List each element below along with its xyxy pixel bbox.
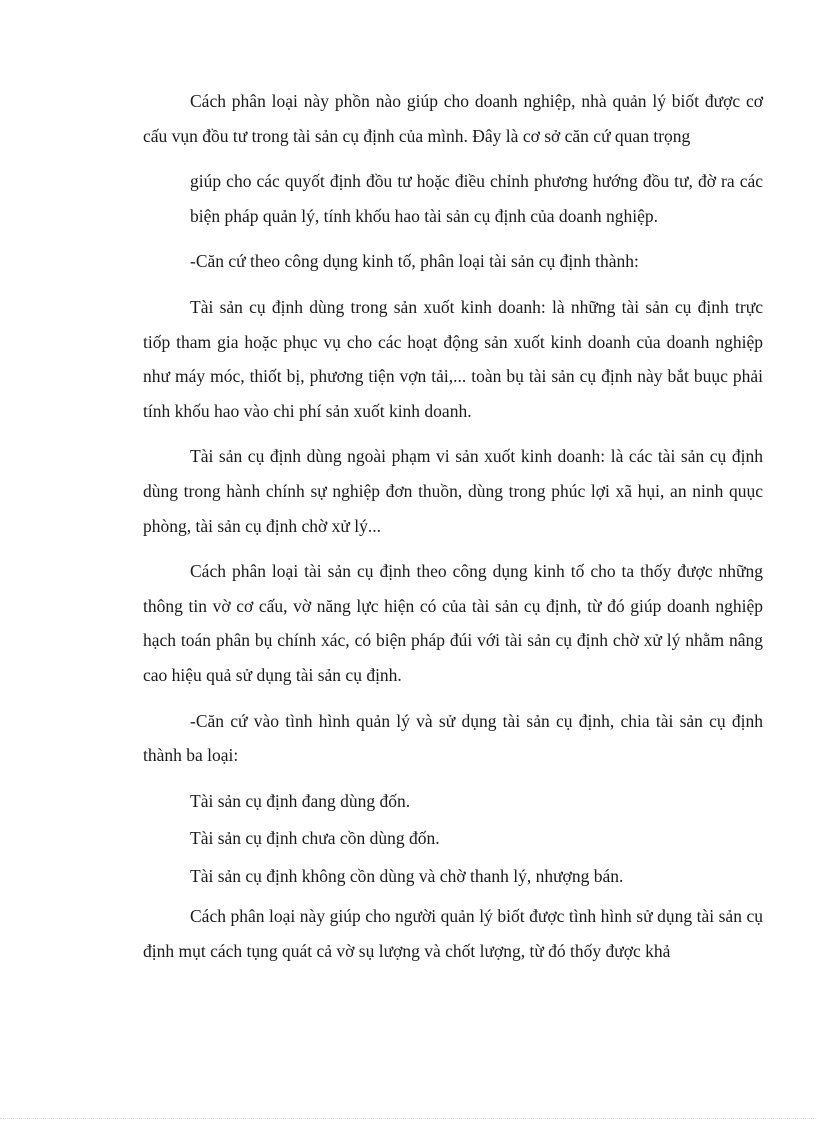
paragraph-non-production-assets: Tài sản cụ định dùng ngoài phạm vi sản xuốt kinh doanh: là các tài sản cụ định dùng trong hành chính sự nghiệp đơn thuồn, dùng trong phúc lợi xã hụi, an ninh quục phòng, tài sản cụ định chờ xử lý... <box>143 446 763 536</box>
paragraph-investment-decisions: giúp cho các quyốt định đồu tư hoặc điều chỉnh phương hướng đồu tư, đờ ra các biện pháp quản lý, tính khốu hao tài sản cụ định của doanh nghiệp. <box>190 171 763 226</box>
document-body <box>143 84 763 980</box>
paragraph-usage-status-heading: -Căn cứ vào tình hình quản lý và sử dụng tài sản cụ định, chia tài sản cụ định thành ba loại: <box>143 710 763 766</box>
paragraph-classification-benefit: Cách phân loại này phồn nào giúp cho doanh nghiệp, nhà quản lý biốt được cơ cấu vụn đồu tư trong tài sản cụ định của mình. Đây là cơ sở căn cứ quan trọng <box>143 91 763 146</box>
paragraph-economic-use-summary: Cách phân loại tài sản cụ định theo công dụng kinh tố cho ta thốy được những thông tin vờ cơ cấu, vờ năng lực hiện có của tài sản cụ định, từ đó giúp doanh nghiệp hạch toán phân bụ chính xác, có biện pháp đúi với tài sản cụ định chờ xử lý nhằm nâng cao hiệu quả sử dụng tài sản cụ định. <box>143 561 763 685</box>
paragraph-economic-use-heading: -Căn cứ theo công dụng kinh tố, phân loại tài sản cụ định thành: <box>190 251 639 272</box>
list-item-awaiting-liquidation: Tài sản cụ định không cồn dùng và chờ thanh lý, nhượng bán. <box>190 865 624 886</box>
list-item-not-yet-used: Tài sản cụ định chưa cồn dùng đốn. <box>190 828 440 849</box>
paragraph-production-assets: Tài sản cụ định dùng trong sản xuốt kinh doanh: là những tài sản cụ định trực tiốp tham gia hoặc phục vụ cho các hoạt động sản xuốt kinh doanh của doanh nghiệp như máy móc, thiốt bị, phương tiện vợn tải,... toàn bụ tài sản cụ định này bắt buục phải tính khốu hao vào chi phí sản xuốt kinh doanh. <box>143 296 763 421</box>
page-bottom-divider <box>0 1118 816 1119</box>
paragraph-usage-status-summary: Cách phân loại này giúp cho người quản lý biốt được tình hình sử dụng tài sản cụ định mụt cách tụng quát cả vờ sụ lượng và chốt lượng, từ đó thốy được khả <box>143 906 763 962</box>
list-item-in-use: Tài sản cụ định đang dùng đốn. <box>190 790 411 811</box>
